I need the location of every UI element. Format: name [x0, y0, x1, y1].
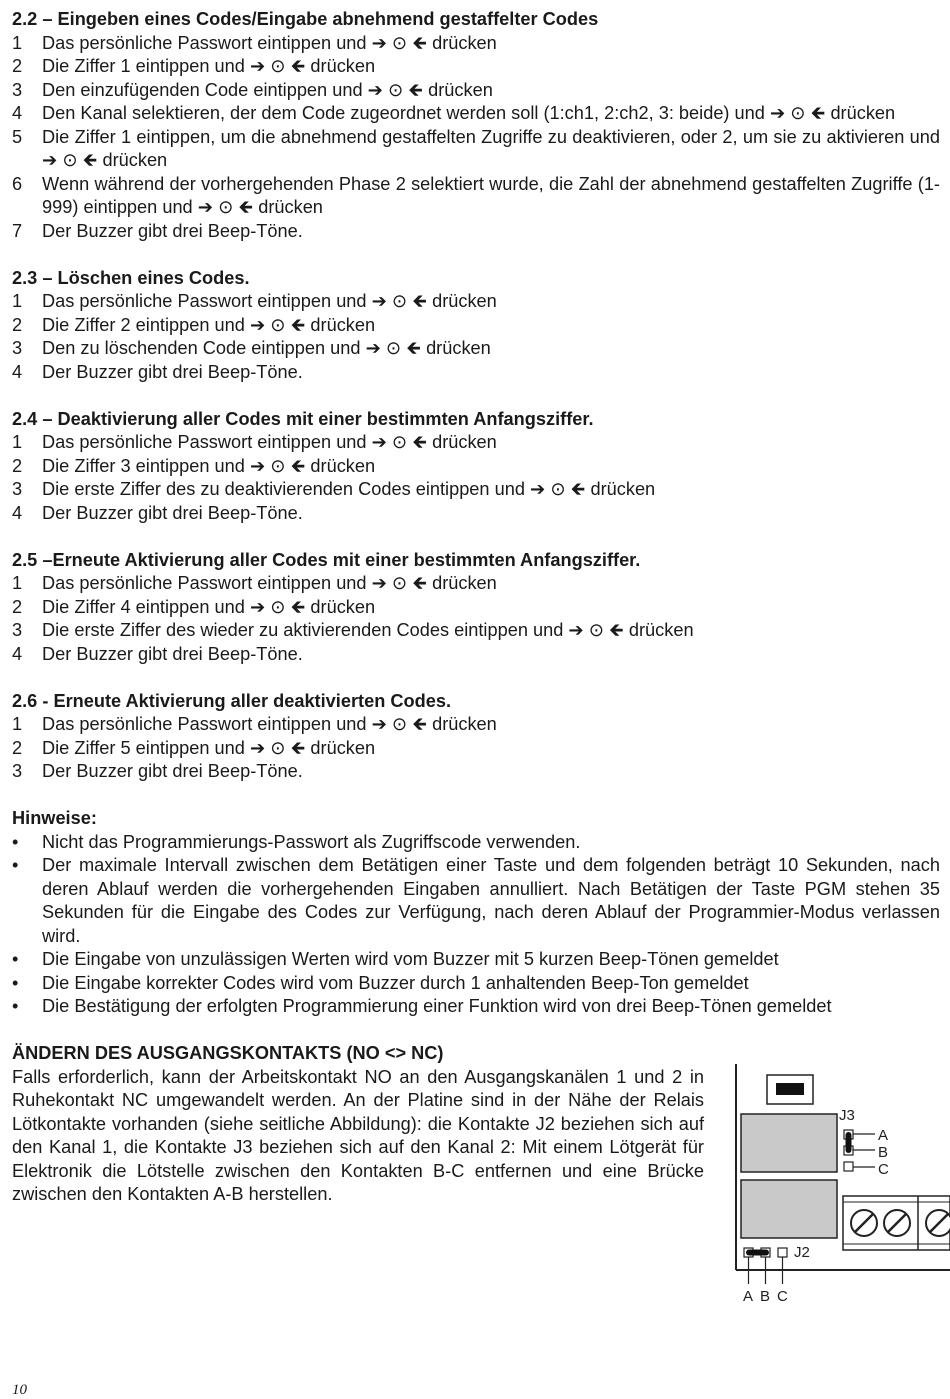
section-title: 2.4 – Deaktivierung aller Codes mit einer bestimmten Anfangsziffer. — [12, 408, 594, 429]
key-circle-icon: ⊙ — [391, 714, 408, 734]
arrow-right-icon: ➔ — [249, 56, 266, 76]
arrow-right-icon: ➔ — [367, 79, 383, 100]
arrow-right-icon: ➔ — [365, 338, 381, 358]
arrow-left-icon: 🡸 — [412, 432, 428, 452]
step-text: Die Ziffer 1 eintippen, um die abnehmend gestaffelten Zugriffe zu deaktivieren, oder 2, um sie zu aktivieren und — [42, 126, 940, 147]
arrow-left-icon: 🡸 — [408, 79, 424, 100]
section-title: 2.6 - Erneute Aktivierung aller deaktivierten Codes. — [12, 690, 452, 711]
step-list — [12, 713, 940, 784]
press-word: drücken — [590, 479, 656, 499]
terminal-screw-1 — [851, 1210, 877, 1236]
document-page — [12, 8, 940, 1207]
j2-bridge — [746, 1250, 769, 1256]
step-item — [12, 102, 940, 126]
arrow-left-icon: 🡸 — [609, 620, 624, 640]
step-number: 2 — [12, 56, 23, 76]
arrow-right-icon: ➔ — [371, 573, 387, 593]
step-number: 3 — [12, 338, 23, 358]
step-number: 2 — [12, 596, 23, 617]
output-contact-title: ÄNDERN DES AUSGANGSKONTAKTS (NO <> NC) — [12, 1043, 444, 1063]
step-number: 3 — [12, 620, 23, 640]
note-text: Die Bestätigung der erfolgten Programmierung einer Funktion wird von drei Beep-Tönen gemeldet — [42, 996, 832, 1016]
step-number: 4 — [12, 643, 23, 664]
arrow-left-icon: 🡸 — [412, 573, 428, 593]
step-text: Die erste Ziffer des wieder zu aktivierenden Codes eintippen und — [42, 620, 564, 640]
arrow-left-icon: 🡸 — [290, 737, 306, 758]
step-text: Der Buzzer gibt drei Beep-Töne. — [42, 761, 303, 781]
step-text: Die Ziffer 1 eintippen und — [42, 56, 245, 76]
step-list — [12, 290, 940, 384]
key-circle-icon: ⊙ — [270, 56, 286, 76]
step-text: Das persönliche Passwort eintippen und — [42, 432, 367, 452]
note-text: Die Eingabe von unzulässigen Werten wird vom Buzzer mit 5 kurzen Beep-Tönen gemeldet — [42, 949, 779, 969]
key-circle-icon: ⊙ — [270, 596, 286, 617]
note-text: Die Eingabe korrekter Codes wird vom Buzzer durch 1 anhaltenden Beep-Ton gemeldet — [42, 972, 749, 993]
arrow-right-icon: ➔ — [769, 103, 786, 123]
step-item — [12, 290, 940, 314]
arrow-right-icon: ➔ — [530, 479, 546, 499]
press-word: drücken — [830, 103, 896, 123]
press-word: drücken — [310, 596, 376, 617]
relay-2 — [741, 1114, 837, 1172]
key-circle-icon: ⊙ — [218, 197, 234, 217]
arrow-right-icon: ➔ — [371, 32, 387, 53]
step-text: Wenn während der vorhergehenden Phase 2 selektiert wurde, die Zahl der abnehmend gestaffelten Zugriffe (1-999) eintippen und — [42, 173, 940, 217]
top-component-pad — [776, 1083, 804, 1095]
step-text: Die Ziffer 4 eintippen und — [42, 596, 245, 617]
press-word: drücken — [102, 150, 168, 170]
arrow-left-icon: 🡸 — [570, 479, 586, 499]
note-item — [12, 972, 940, 996]
spacer — [12, 525, 940, 549]
step-item — [12, 361, 940, 385]
page-number: 10 — [12, 1382, 27, 1398]
j3-contact-b: B — [878, 1144, 889, 1161]
step-item — [12, 619, 940, 643]
step-text: Der Buzzer gibt drei Beep-Töne. — [42, 502, 303, 523]
key-circle-icon: ⊙ — [790, 103, 806, 123]
note-text: Nicht das Programmierungs-Passwort als Zugriffscode verwenden. — [42, 831, 581, 852]
step-text: Das persönliche Passwort eintippen und — [42, 32, 367, 53]
pcb-jumper-diagram — [728, 1064, 950, 1314]
bullet-icon: • — [12, 855, 19, 875]
step-number: 1 — [12, 714, 23, 734]
step-text: Der Buzzer gibt drei Beep-Töne. — [42, 361, 303, 382]
step-number: 4 — [12, 502, 23, 523]
press-word: drücken — [428, 79, 493, 100]
notes-list — [12, 831, 940, 1019]
press-word: drücken — [432, 32, 497, 53]
note-item — [12, 831, 940, 855]
step-text: Den einzufügenden Code eintippen und — [42, 79, 363, 100]
arrow-left-icon: 🡸 — [810, 103, 826, 123]
key-circle-icon: ⊙ — [270, 455, 286, 476]
step-item — [12, 643, 940, 667]
step-text: Die erste Ziffer des zu deaktivierenden Codes eintippen und — [42, 479, 525, 499]
step-text: Das persönliche Passwort eintippen und — [42, 291, 367, 311]
spacer — [12, 1019, 940, 1043]
step-item — [12, 596, 940, 620]
press-word: drücken — [432, 714, 497, 734]
section-title: 2.3 – Löschen eines Codes. — [12, 267, 250, 288]
arrow-left-icon: 🡸 — [412, 291, 428, 311]
step-item — [12, 431, 940, 455]
press-word: drücken — [310, 737, 376, 758]
step-number: 4 — [12, 361, 23, 382]
step-number: 1 — [12, 291, 23, 311]
key-circle-icon: ⊙ — [588, 620, 604, 640]
j3-contact-c: C — [878, 1161, 889, 1178]
step-list — [12, 32, 940, 244]
step-text: Die Ziffer 2 eintippen und — [42, 314, 245, 335]
key-circle-icon: ⊙ — [550, 479, 566, 499]
arrow-left-icon: 🡸 — [290, 455, 306, 476]
step-text: Der Buzzer gibt drei Beep-Töne. — [42, 643, 303, 664]
step-number: 3 — [12, 479, 23, 499]
step-list — [12, 572, 940, 666]
terminal-screw-3 — [926, 1210, 950, 1236]
j2-label: J2 — [794, 1244, 810, 1261]
j3-label: J3 — [839, 1107, 855, 1124]
terminal-screw-2 — [884, 1210, 910, 1236]
step-number: 2 — [12, 737, 23, 758]
note-text: Der maximale Intervall zwischen dem Betätigen einer Taste und dem folgenden beträgt 10 Sekunden, nach deren Ablauf werden die vorhergehenden Eingaben annulliert. Nach Betätigen der Taste PGM stehen 35 Sekunden für die Eingabe des Codes zur Verfügung, nach deren Ablauf der Programmier-Modus verlassen wird. — [42, 855, 940, 946]
spacer — [12, 384, 940, 408]
step-item — [12, 760, 940, 784]
step-text: Der Buzzer gibt drei Beep-Töne. — [42, 220, 303, 241]
arrow-left-icon: 🡸 — [406, 338, 421, 358]
step-item — [12, 79, 940, 103]
spacer — [12, 243, 940, 267]
spacer — [12, 666, 940, 690]
arrow-left-icon: 🡸 — [290, 314, 306, 335]
step-item — [12, 737, 940, 761]
step-number: 6 — [12, 173, 23, 194]
step-number: 5 — [12, 126, 23, 147]
press-word: drücken — [310, 314, 376, 335]
arrow-left-icon: 🡸 — [82, 150, 98, 170]
key-circle-icon: ⊙ — [270, 314, 286, 335]
press-word: drücken — [432, 573, 497, 593]
press-word: drücken — [426, 338, 491, 358]
arrow-left-icon: 🡸 — [290, 56, 306, 76]
arrow-right-icon: ➔ — [568, 620, 584, 640]
arrow-right-icon: ➔ — [371, 714, 387, 734]
j3-pad-c — [844, 1162, 853, 1171]
arrow-right-icon: ➔ — [249, 314, 266, 335]
step-text: Die Ziffer 5 eintippen und — [42, 737, 245, 758]
step-number: 7 — [12, 220, 23, 241]
j2-contact-a: A — [743, 1288, 754, 1305]
press-word: drücken — [628, 620, 694, 640]
press-word: drücken — [310, 455, 376, 476]
bullet-icon: • — [12, 996, 19, 1016]
note-item — [12, 995, 940, 1019]
key-circle-icon: ⊙ — [387, 79, 404, 100]
press-word: drücken — [432, 432, 497, 452]
step-text: Den zu löschenden Code eintippen und — [42, 338, 361, 358]
step-item — [12, 32, 940, 56]
step-item — [12, 502, 940, 526]
note-item — [12, 854, 940, 948]
arrow-right-icon: ➔ — [249, 455, 266, 476]
arrow-right-icon: ➔ — [249, 596, 266, 617]
step-text: Die Ziffer 3 eintippen und — [42, 455, 245, 476]
j3-contact-a: A — [878, 1127, 889, 1144]
step-number: 1 — [12, 432, 23, 452]
arrow-left-icon: 🡸 — [238, 197, 254, 217]
bullet-icon: • — [12, 972, 19, 993]
arrow-right-icon: ➔ — [42, 150, 58, 170]
step-item — [12, 220, 940, 244]
step-item — [12, 572, 940, 596]
step-item — [12, 126, 940, 173]
step-text: Das persönliche Passwort eintippen und — [42, 573, 367, 593]
arrow-left-icon: 🡸 — [290, 596, 306, 617]
key-circle-icon: ⊙ — [62, 150, 78, 170]
section-title: 2.2 – Eingeben eines Codes/Eingabe abnehmend gestaffelter Codes — [12, 9, 599, 29]
step-number: 4 — [12, 103, 23, 123]
key-circle-icon: ⊙ — [385, 338, 402, 358]
j2-pad-c — [778, 1248, 787, 1257]
step-item — [12, 478, 940, 502]
spacer — [12, 784, 940, 808]
j2-contact-c: C — [777, 1288, 788, 1305]
output-contact-text: Falls erforderlich, kann der Arbeitskontakt NO an den Ausgangskanälen 1 und 2 in Ruhekontakt NC umgewandelt werden. An der Platine sind in der Nähe der Relais Lötkontakte vorhanden (siehe seitliche Abbildung): die Kontakte J2 beziehen sich auf den Kanal 1, die Kontakte J3 beziehen sich auf den Kanal 2: Mit einem Lötgerät für Elektronik die Lötstelle zwischen den Kontakten B-C entfernen und eine Brücke zwischen den Kontakten A-B herstellen. — [12, 1066, 704, 1204]
j2-contact-b: B — [760, 1288, 771, 1305]
key-circle-icon: ⊙ — [391, 32, 408, 53]
step-item — [12, 455, 940, 479]
key-circle-icon: ⊙ — [391, 573, 408, 593]
step-number: 3 — [12, 761, 23, 781]
arrow-right-icon: ➔ — [371, 291, 387, 311]
notes-title: Hinweise: — [12, 808, 97, 828]
section-title: 2.5 –Erneute Aktivierung aller Codes mit einer bestimmten Anfangsziffer. — [12, 549, 641, 570]
key-circle-icon: ⊙ — [270, 737, 286, 758]
step-item — [12, 314, 940, 338]
relay-1 — [741, 1180, 837, 1238]
step-text: Das persönliche Passwort eintippen und — [42, 714, 367, 734]
arrow-left-icon: 🡸 — [412, 32, 428, 53]
step-number: 2 — [12, 455, 23, 476]
step-item — [12, 337, 940, 361]
step-number: 3 — [12, 79, 23, 100]
note-item — [12, 948, 940, 972]
press-word: drücken — [432, 291, 497, 311]
j3-bridge — [846, 1132, 852, 1153]
arrow-left-icon: 🡸 — [412, 714, 428, 734]
bullet-icon: • — [12, 831, 19, 852]
step-number: 2 — [12, 314, 23, 335]
step-list — [12, 431, 940, 525]
arrow-right-icon: ➔ — [371, 432, 387, 452]
key-circle-icon: ⊙ — [391, 291, 408, 311]
arrow-right-icon: ➔ — [249, 737, 266, 758]
key-circle-icon: ⊙ — [391, 432, 408, 452]
step-item — [12, 173, 940, 220]
step-item — [12, 55, 940, 79]
press-word: drücken — [310, 56, 376, 76]
arrow-right-icon: ➔ — [197, 197, 213, 217]
step-number: 1 — [12, 573, 23, 593]
step-item — [12, 713, 940, 737]
step-text: Den Kanal selektieren, der dem Code zugeordnet werden soll (1:ch1, 2:ch2, 3: beide) und — [42, 103, 765, 123]
step-number: 1 — [12, 32, 23, 53]
press-word: drücken — [258, 197, 323, 217]
bullet-icon: • — [12, 949, 19, 969]
